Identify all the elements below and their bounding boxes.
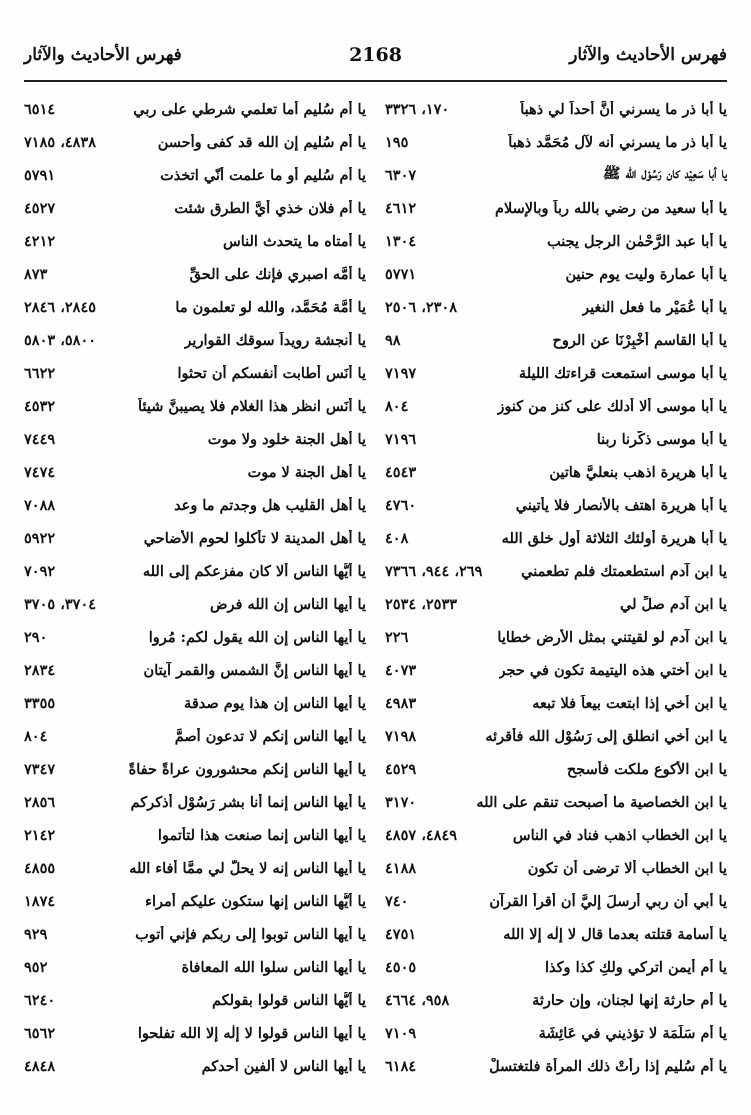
index-entry <box>24 489 366 522</box>
index-entry <box>385 522 727 555</box>
entry-refs: ٢٨٣٤ <box>24 662 56 679</box>
entry-refs: ٥٧٩١ <box>24 167 56 184</box>
entry-refs: ٢٨٤٥، ٢٨٤٦ <box>24 299 97 316</box>
entry-refs: ٤٨٤٩، ٤٨٥٧ <box>385 827 458 844</box>
entry-text: يا ابن آدم استطعمتك فلم تطعمني <box>521 563 727 580</box>
entry-refs: ٨٠٤ <box>24 728 48 745</box>
entry-refs: ٢٦٩، ٩٤٤، ٧٣٦٦ <box>385 563 483 580</box>
index-entry <box>385 555 727 588</box>
index-entry <box>24 258 366 291</box>
index-entry <box>385 720 727 753</box>
entry-text: يا ابن أخي إذا ابتعت بيعاً فلا تبعه <box>532 695 727 712</box>
entry-text: يا أم فلان خذي أيَّ الطرقِ شئت <box>174 200 366 217</box>
entry-text: يا ابن الخطاب اذهب فناد في الناس <box>512 827 727 844</box>
left-column <box>24 93 366 1083</box>
entry-refs: ٧١٩٧ <box>385 365 417 382</box>
entry-text: يا أيها الناس إن الله فرض <box>210 596 366 613</box>
index-entry <box>385 852 727 885</box>
entry-refs: ٧٤٤٩ <box>24 431 56 448</box>
right-column <box>385 93 727 1083</box>
entry-text: يا ابن أخي انطلق إلى رَسُوْل الله فأقرئه <box>485 728 727 745</box>
entry-text: يا أيُّها الناس قولوا بقولكم <box>211 992 366 1009</box>
index-entry <box>385 126 727 159</box>
index-entry <box>24 852 366 885</box>
entry-text: يا أيُّها الناس ألا كان مفزعكم إلى الله <box>142 563 366 580</box>
index-columns <box>24 93 727 1083</box>
entry-text: يا أيها الناس قولوا لا إِلٰه إلا الله تفلحوا <box>137 1025 366 1042</box>
index-entry <box>24 423 366 456</box>
index-entry <box>24 720 366 753</box>
index-entry <box>24 621 366 654</box>
index-entry <box>24 753 366 786</box>
entry-refs: ٧٤٧٤ <box>24 464 56 481</box>
entry-text: يا أيها الناس إن الله يقول لكم: مُروا <box>148 629 366 646</box>
index-entry <box>385 984 727 1017</box>
running-title-left: فهرس الأحاديث والآثار <box>24 45 182 65</box>
index-entry <box>24 885 366 918</box>
entry-refs: ٦١٨٤ <box>385 1058 417 1075</box>
entry-refs: ٤٢١٢ <box>24 233 56 250</box>
entry-refs: ٤٥٢٩ <box>385 761 417 778</box>
entry-text: يا أم حارثة إنها لجنان، وإن حارثة <box>532 992 727 1009</box>
index-entry <box>385 390 727 423</box>
entry-refs: ٦٥١٤ <box>24 101 56 118</box>
index-entry <box>385 786 727 819</box>
entry-text: يا أم أيمن اتركي ولكِ كذا وكذا <box>544 959 727 976</box>
index-entry <box>24 786 366 819</box>
entry-refs: ٤٥٤٣ <box>385 464 417 481</box>
entry-refs: ٢٩٠ <box>24 629 48 646</box>
index-entry <box>385 159 727 192</box>
index-entry <box>24 588 366 621</box>
entry-refs: ٤٧٥١ <box>385 926 417 943</box>
entry-refs: ٣١٧٠ <box>385 794 417 811</box>
entry-refs: ٩٢٩ <box>24 926 48 943</box>
index-entry <box>385 225 727 258</box>
entry-refs: ٦٥٦٢ <box>24 1025 56 1042</box>
entry-text: يا ابن الخصاصية ما أصبحت تنقم على الله <box>476 794 727 811</box>
entry-refs: ٦٣٠٧ <box>385 167 417 184</box>
entry-text: يا أمتاه ما يتحدث الناس <box>223 233 366 250</box>
index-entry <box>385 489 727 522</box>
entry-text: يا أبا ذر ما يسرني أنه لآل مُحَمَّد ذهباً <box>508 134 727 151</box>
entry-refs: ١٧٠، ٣٣٢٦ <box>385 101 450 118</box>
entry-refs: ٧٣٤٧ <box>24 761 56 778</box>
entry-text: يا أبا عُمَيْر ما فعل النغير <box>582 299 727 316</box>
index-entry <box>24 687 366 720</box>
entry-text: يا أم سُليم أما تعلمي شرطي على ربي <box>133 101 366 118</box>
index-entry <box>385 588 727 621</box>
index-entry <box>385 621 727 654</box>
entry-refs: ١٨٧٤ <box>24 893 56 910</box>
entry-text: يا أيها الناس سلوا الله المعافاة <box>181 959 366 976</box>
index-entry <box>24 984 366 1017</box>
entry-text: يا أهل الجنة لا موت <box>247 464 366 481</box>
entry-text: يا أيها الناس توبوا إلى ربكم فإني أتوب <box>135 926 366 943</box>
entry-text: يا أبا هريرة اذهب بنعليَّ هاتين <box>549 464 727 481</box>
entry-refs: ٧١٩٨ <box>385 728 417 745</box>
index-entry <box>385 93 727 126</box>
entry-text: يا أبا هريرة أولئك الثلاثة أول خلق الله <box>501 530 727 547</box>
entry-refs: ١٩٥ <box>385 134 409 151</box>
entry-refs: ٧٤٠ <box>385 893 409 910</box>
entry-refs: ٧١٠٩ <box>385 1025 417 1042</box>
index-entry <box>24 1017 366 1050</box>
index-entry <box>24 126 366 159</box>
index-entry <box>24 1050 366 1083</box>
index-entry <box>24 918 366 951</box>
entry-refs: ٣٧٠٤، ٣٧٠٥ <box>24 596 97 613</box>
entry-text: يا أمَّه اصبري فإنك على الحقِّ <box>189 266 366 283</box>
entry-text: يا ابن الخطاب ألا ترضى أن تكون <box>527 860 727 877</box>
entry-text: يا ابن آدم لو لقيتني بمثل الأرض خطايا <box>497 629 727 646</box>
index-entry <box>385 192 727 225</box>
running-title-right: فهرس الأحاديث والآثار <box>569 45 727 65</box>
index-entry <box>24 555 366 588</box>
index-entry <box>385 951 727 984</box>
entry-text: يا أبا موسى ألا أدلك على كنز من كنوز <box>497 398 727 415</box>
entry-refs: ٦٢٤٠ <box>24 992 56 1009</box>
entry-refs: ٤٥٠٥ <box>385 959 417 976</box>
entry-text: يا أبا ذر ما يسرني أنَّ أُحداً لي ذهباً <box>520 101 727 118</box>
entry-refs: ٤١٨٨ <box>385 860 417 877</box>
entry-text: يا أنجشة رويداً سوقك القوارير <box>184 332 366 349</box>
entry-refs: ١٣٠٤ <box>385 233 417 250</box>
entry-text: يا أم سُليم إذا رأتْ ذلك المرأة فلتغتسلْ <box>489 1058 727 1075</box>
entry-text: يا أيها الناس إنكم محشورون عراةً حفاةً <box>128 761 366 778</box>
index-entry <box>385 1050 727 1083</box>
entry-refs: ٣٣٥٥ <box>24 695 56 712</box>
entry-refs: ٢٣٠٨، ٢٥٠٦ <box>385 299 458 316</box>
entry-refs: ٤٥٢٧ <box>24 200 56 217</box>
entry-refs: ٧١٩٦ <box>385 431 417 448</box>
entry-text: يا أهل المدينة لا تأكلوا لحوم الأضاحي <box>143 530 366 547</box>
index-entry <box>385 885 727 918</box>
entry-refs: ٤٧٦٠ <box>385 497 417 514</box>
header-rule <box>24 80 727 82</box>
entry-text: يا أبا هريرة اهتف بالأنصار فلا يأتيني <box>515 497 727 514</box>
entry-refs: ٥٩٢٢ <box>24 530 56 547</box>
entry-refs: ٢٥٣٣، ٢٥٣٤ <box>385 596 458 613</box>
index-entry <box>24 159 366 192</box>
entry-text: يا أيُّها الناس إنها ستكون عليكم أمراء <box>145 893 366 910</box>
entry-text: يا ابن أختي هذه اليتيمة تكون في حجر <box>498 662 727 679</box>
entry-text: يا أم سُليم إن الله قد كفى وأحسن <box>157 134 366 151</box>
entry-refs: ٤٥٣٢ <box>24 398 56 415</box>
index-entry <box>385 456 727 489</box>
index-entry <box>385 423 727 456</box>
entry-text: يا أم سُليم أو ما علمت أنّي اتخذت <box>160 167 366 184</box>
entry-refs: ٨٠٤ <box>385 398 409 415</box>
entry-refs: ٤٠٧٣ <box>385 662 417 679</box>
entry-text: يا أيها الناس إنه لا يحلُّ لي ممَّا أفاء الله <box>129 860 366 877</box>
index-entry <box>385 819 727 852</box>
entry-refs: ٤٩٨٣ <box>385 695 417 712</box>
entry-text: يا أهل الجنة خلود ولا موت <box>207 431 366 448</box>
entry-refs: ٥٧٧١ <box>385 266 417 283</box>
entry-text: يا أبا سعيد من رضي بالله رباً وبالإسلام <box>494 200 727 217</box>
entry-refs: ٢٢٦ <box>385 629 409 646</box>
entry-text: يا أم سَلَمَة لا تؤذيني في عَائِشَة <box>538 1025 727 1042</box>
index-entry <box>24 819 366 852</box>
entry-refs: ٤٠٨ <box>385 530 409 547</box>
index-entry <box>385 753 727 786</box>
entry-text: يا أبا موسى ذكّرنا ربنا <box>596 431 727 448</box>
index-entry <box>24 291 366 324</box>
entry-refs: ٦٦٢٢ <box>24 365 56 382</box>
index-entry <box>385 1017 727 1050</box>
entry-text: يا أيها الناس إنما أنا بشر رَسُوْل أذكركم <box>130 794 366 811</box>
index-entry <box>385 918 727 951</box>
entry-text: يا أيها الناس إنَّ الشمس والقمر آيتان <box>143 662 366 679</box>
index-entry <box>24 390 366 423</box>
entry-refs: ٥٨٠٠، ٥٨٠٣ <box>24 332 97 349</box>
index-entry <box>385 357 727 390</box>
entry-refs: ٤٨٥٥ <box>24 860 56 877</box>
entry-refs: ٨٧٣ <box>24 266 48 283</box>
page-number: 2168 <box>349 44 402 66</box>
entry-text: يا أنَس انظر هذا الغلام فلا يصيبنَّ شيئاً <box>138 398 366 415</box>
index-entry <box>385 324 727 357</box>
entry-refs: ٩٥٢ <box>24 959 48 976</box>
entry-refs: ٤٨٣٨، ٧١٨٥ <box>24 134 97 151</box>
entry-refs: ٢٨٥٦ <box>24 794 56 811</box>
index-entry <box>24 93 366 126</box>
index-entry <box>24 192 366 225</box>
page-header <box>24 38 727 72</box>
entry-text: يا أيها الناس إنكم لا تدعون أصمَّ <box>174 728 366 745</box>
entry-text: يا أُسامة قتلته بعدما قال لا إِلٰه إلا الله <box>503 926 727 943</box>
entry-text: يا أمَّة مُحَمَّد، والله لو تعلمون ما <box>175 299 366 316</box>
entry-text: يا أبا عبد الرَّحْمٰن الرجل يجنب <box>546 233 727 250</box>
entry-refs: ٧٠٩٢ <box>24 563 56 580</box>
entry-refs: ٩٨ <box>385 332 401 349</box>
entry-refs: ٢١٤٢ <box>24 827 56 844</box>
index-entry <box>24 456 366 489</box>
index-entry <box>385 687 727 720</box>
index-entry <box>24 324 366 357</box>
entry-text: يا ابن آدم صلِّ لي <box>619 596 727 613</box>
entry-text: يا أنَس أطابت أنفسكم أن تحثوا <box>177 365 366 382</box>
index-entry <box>24 522 366 555</box>
index-entry <box>24 654 366 687</box>
entry-text: يا أُبي أن ربي أرسلَ إليَّ أن أقرأ القرآن <box>489 893 727 910</box>
entry-text: يا أيها الناس إن هذا يوم صدقة <box>184 695 366 712</box>
entry-refs: ٩٥٨، ٤٦٦٤ <box>385 992 450 1009</box>
entry-text: يا ابن الأكوع ملكت فأسجح <box>566 761 727 778</box>
entry-text: يا أيها الناس إنما صنعت هذا لتأتموا <box>157 827 366 844</box>
entry-refs: ٧٠٨٨ <box>24 497 56 514</box>
entry-refs: ٤٨٤٨ <box>24 1058 56 1075</box>
index-entry <box>385 291 727 324</box>
entry-refs: ٤٦١٢ <box>385 200 417 217</box>
index-entry <box>24 357 366 390</box>
index-entry <box>385 654 727 687</box>
index-entry <box>24 951 366 984</box>
entry-text: يا أبا سَعِيْد كان رَسُوْل الله ﷺ <box>602 165 727 182</box>
entry-text: يا أبا موسى استمعت قراءتك الليلة <box>518 365 727 382</box>
index-entry <box>24 225 366 258</box>
entry-text: يا أبا عمارة وليت يوم حنين <box>565 266 727 283</box>
entry-text: يا أبا القاسم أَخْبِرْنَا عن الروح <box>552 332 727 349</box>
index-entry <box>385 258 727 291</box>
entry-text: يا أيها الناس لا ألفين أحدكم <box>201 1058 366 1075</box>
entry-text: يا أهل القليب هل وجدتم ما وعد <box>174 497 366 514</box>
